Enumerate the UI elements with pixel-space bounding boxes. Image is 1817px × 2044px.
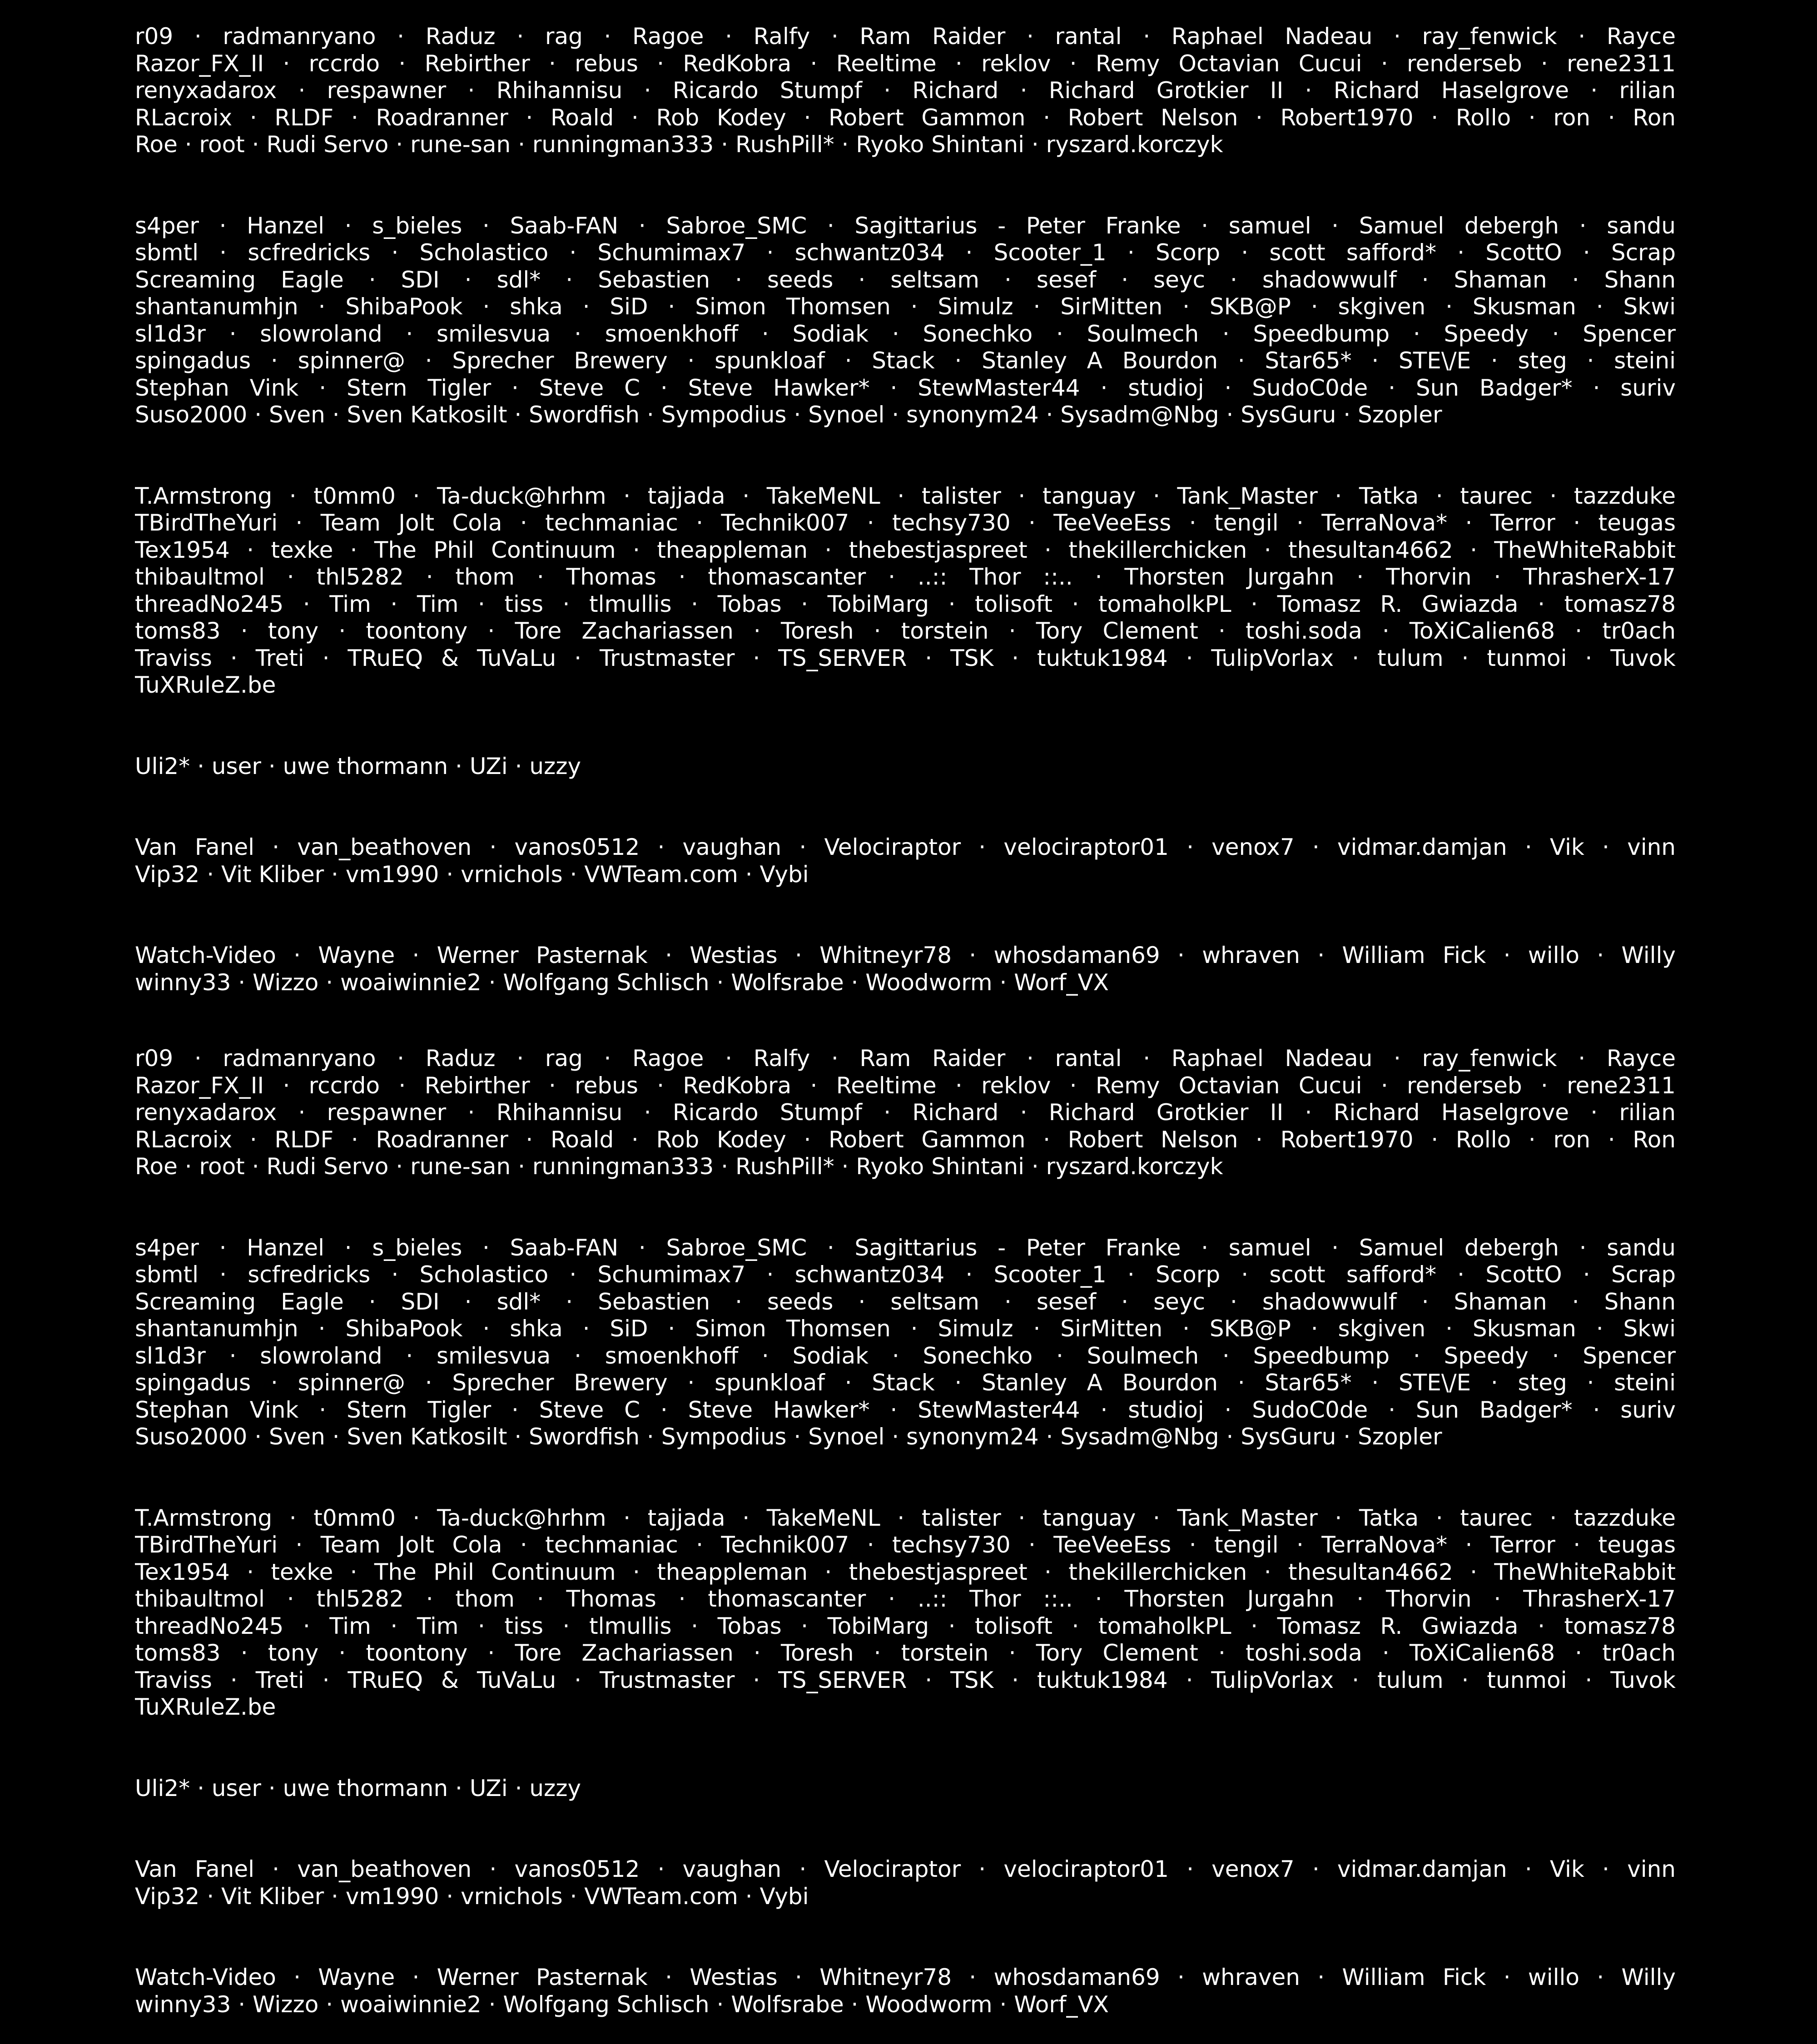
credits-line: threadNo245 · Tim · Tim · tiss · tlmullis · Tobas · TobiMarg · tolisoft · tomaholkPL · Tomasz R. Gwiazda · tomasz78 [135, 590, 1676, 617]
credits-line: RLacroix · RLDF · Roadranner · Roald · Rob Kodey · Robert Gammon · Robert Nelson · Robert1970 · Rollo · ron · Ron [135, 1126, 1676, 1153]
credits-line: Screaming Eagle · SDI · sdl* · Sebastien · seeds · seltsam · sesef · seyc · shadowwulf · Shaman · Shann [135, 1288, 1676, 1315]
credits-line: Suso2000 · Sven · Sven Katkosilt · Swordfish · Sympodius · Synoel · synonym24 · Sysadm@Nbg · SysGuru · Szopler [135, 402, 1442, 428]
credits-group-u [135, 753, 1676, 780]
credits-line: sl1d3r · slowroland · smilesvua · smoenkhoff · Sodiak · Sonechko · Soulmech · Speedbump · Speedy · Spencer [135, 320, 1676, 347]
credits-line: renyxadarox · respawner · Rhihannisu · Ricardo Stumpf · Richard · Richard Grotkier II · Richard Haselgrove · rilian [135, 77, 1676, 104]
credits-line: sbmtl · scfredricks · Scholastico · Schumimax7 · schwantz034 · Scooter_1 · Scorp · scott safford* · ScottO · Scrap [135, 1261, 1676, 1288]
credits-line: Vip32 · Vit Kliber · vm1990 · vrnichols · VWTeam.com · Vybi [135, 861, 809, 888]
credits-line: TuXRuleZ.be [135, 672, 276, 698]
credits-line: thibaultmol · thl5282 · thom · Thomas · thomascanter · ..:: Thor ::.. · Thorsten Jurgahn · Thorvin · ThrasherX-17 [135, 564, 1676, 590]
credits-line: spingadus · spinner@ · Sprecher Brewery · spunkloaf · Stack · Stanley A Bourdon · Star65* · STE\/E · steg · steini [135, 347, 1676, 374]
credits-group-s [135, 213, 1676, 429]
credits-line: Stephan Vink · Stern Tigler · Steve C · Steve Hawker* · StewMaster44 · studioj · SudoC0de · Sun Badger* · suriv [135, 374, 1676, 401]
credits-line: Suso2000 · Sven · Sven Katkosilt · Swordfish · Sympodius · Synoel · synonym24 · Sysadm@Nbg · SysGuru · Szopler [135, 1424, 1442, 1450]
credits-line: toms83 · tony · toontony · Tore Zachariassen · Toresh · torstein · Tory Clement · toshi.soda · ToXiCalien68 · tr0ach [135, 1640, 1676, 1666]
credits-group-s [135, 1235, 1676, 1451]
credits-line: s4per · Hanzel · s_bieles · Saab-FAN · Sabroe_SMC · Sagittarius - Peter Franke · samuel · Samuel debergh · sandu [135, 212, 1676, 239]
credits-group-v [135, 1856, 1676, 1910]
credits-line: Roe · root · Rudi Servo · rune-san · runningman333 · RushPill* · Ryoko Shintani · ryszard.korczyk [135, 131, 1223, 158]
credits-line: Roe · root · Rudi Servo · rune-san · runningman333 · RushPill* · Ryoko Shintani · ryszard.korczyk [135, 1153, 1223, 1180]
credits-group-r [135, 1045, 1676, 1181]
credits-line: shantanumhjn · ShibaPook · shka · SiD · Simon Thomsen · Simulz · SirMitten · SKB@P · skgiven · Skusman · Skwi [135, 293, 1676, 320]
credits-line: threadNo245 · Tim · Tim · tiss · tlmullis · Tobas · TobiMarg · tolisoft · tomaholkPL · Tomasz R. Gwiazda · tomasz78 [135, 1612, 1676, 1639]
credits-line: Van Fanel · van_beathoven · vanos0512 · vaughan · Velociraptor · velociraptor01 · venox7 · vidmar.damjan · Vik · vinn [135, 834, 1676, 860]
credits-scroll-frame-1 [135, 0, 1676, 1022]
credits-line: RLacroix · RLDF · Roadranner · Roald · Rob Kodey · Robert Gammon · Robert Nelson · Robert1970 · Rollo · ron · Ron [135, 104, 1676, 131]
credits-line: Tex1954 · texke · The Phil Continuum · theappleman · thebestjaspreet · thekillerchicken · thesultan4662 · TheWhiteRabbit [135, 1558, 1676, 1585]
credits-line: r09 · radmanryano · Raduz · rag · Ragoe · Ralfy · Ram Raider · rantal · Raphael Nadeau · ray_fenwick · Rayce [135, 1045, 1676, 1072]
credits-line: Uli2* · user · uwe thormann · UZi · uzzy [135, 753, 581, 779]
credits-line: Vip32 · Vit Kliber · vm1990 · vrnichols · VWTeam.com · Vybi [135, 1883, 809, 1910]
credits-line: TBirdTheYuri · Team Jolt Cola · techmaniac · Technik007 · techsy730 · TeeVeeEss · tengil · TerraNova* · Terror · teugas [135, 510, 1676, 536]
credits-line: T.Armstrong · t0mm0 · Ta-duck@hrhm · tajjada · TakeMeNL · talister · tanguay · Tank_Master · Tatka · taurec · tazzduke [135, 1504, 1676, 1531]
credits-line: Watch-Video · Wayne · Werner Pasternak · Westias · Whitneyr78 · whosdaman69 · whraven · William Fick · willo · Willy [135, 1964, 1676, 1990]
credits-group-t [135, 1505, 1676, 1721]
credits-line: Van Fanel · van_beathoven · vanos0512 · vaughan · Velociraptor · velociraptor01 · venox7 · vidmar.damjan · Vik · vinn [135, 1856, 1676, 1882]
credits-line: Uli2* · user · uwe thormann · UZi · uzzy [135, 1775, 581, 1801]
credits-group-t [135, 483, 1676, 699]
credits-group-u [135, 1775, 1676, 1802]
credits-group-r [135, 23, 1676, 159]
credits-line: toms83 · tony · toontony · Tore Zachariassen · Toresh · torstein · Tory Clement · toshi.soda · ToXiCalien68 · tr0ach [135, 618, 1676, 644]
credits-line: thibaultmol · thl5282 · thom · Thomas · thomascanter · ..:: Thor ::.. · Thorsten Jurgahn · Thorvin · ThrasherX-17 [135, 1586, 1676, 1612]
credits-line: shantanumhjn · ShibaPook · shka · SiD · Simon Thomsen · Simulz · SirMitten · SKB@P · skgiven · Skusman · Skwi [135, 1315, 1676, 1342]
credits-line: renyxadarox · respawner · Rhihannisu · Ricardo Stumpf · Richard · Richard Grotkier II · Richard Haselgrove · rilian [135, 1099, 1676, 1126]
credits-group-w [135, 1964, 1676, 2018]
credits-line: Traviss · Treti · TRuEQ & TuVaLu · Trustmaster · TS_SERVER · TSK · tuktuk1984 · TulipVorlax · tulum · tunmoi · Tuvok [135, 645, 1676, 671]
credits-list [135, 1045, 1676, 2044]
credits-line: Razor_FX_II · rccrdo · Rebirther · rebus · RedKobra · Reeltime · reklov · Remy Octavian Cucui · renderseb · rene2311 [135, 50, 1676, 77]
credits-group-w [135, 942, 1676, 996]
credits-list [135, 23, 1676, 1022]
credits-line: sbmtl · scfredricks · Scholastico · Schumimax7 · schwantz034 · Scooter_1 · Scorp · scott safford* · ScottO · Scrap [135, 239, 1676, 266]
credits-line: winny33 · Wizzo · woaiwinnie2 · Wolfgang Schlisch · Wolfsrabe · Woodworm · Worf_VX [135, 1991, 1109, 2018]
credits-line: winny33 · Wizzo · woaiwinnie2 · Wolfgang Schlisch · Wolfsrabe · Woodworm · Worf_VX [135, 969, 1109, 996]
credits-line: r09 · radmanryano · Raduz · rag · Ragoe · Ralfy · Ram Raider · rantal · Raphael Nadeau · ray_fenwick · Rayce [135, 23, 1676, 50]
credits-group-v [135, 834, 1676, 888]
credits-line: TuXRuleZ.be [135, 1694, 276, 1720]
credits-line: Stephan Vink · Stern Tigler · Steve C · Steve Hawker* · StewMaster44 · studioj · SudoC0de · Sun Badger* · suriv [135, 1396, 1676, 1423]
credits-line: Tex1954 · texke · The Phil Continuum · theappleman · thebestjaspreet · thekillerchicken · thesultan4662 · TheWhiteRabbit [135, 536, 1676, 563]
credits-line: s4per · Hanzel · s_bieles · Saab-FAN · Sabroe_SMC · Sagittarius - Peter Franke · samuel · Samuel debergh · sandu [135, 1234, 1676, 1261]
credits-line: Screaming Eagle · SDI · sdl* · Sebastien · seeds · seltsam · sesef · seyc · shadowwulf · Shaman · Shann [135, 266, 1676, 293]
credits-line: sl1d3r · slowroland · smilesvua · smoenkhoff · Sodiak · Sonechko · Soulmech · Speedbump · Speedy · Spencer [135, 1342, 1676, 1369]
credits-line: Traviss · Treti · TRuEQ & TuVaLu · Trustmaster · TS_SERVER · TSK · tuktuk1984 · TulipVorlax · tulum · tunmoi · Tuvok [135, 1667, 1676, 1693]
credits-scroll-frame-2 [135, 1022, 1676, 2044]
credits-line: Watch-Video · Wayne · Werner Pasternak · Westias · Whitneyr78 · whosdaman69 · whraven · William Fick · willo · Willy [135, 942, 1676, 968]
credits-line: T.Armstrong · t0mm0 · Ta-duck@hrhm · tajjada · TakeMeNL · talister · tanguay · Tank_Master · Tatka · taurec · tazzduke [135, 482, 1676, 509]
credits-line: Razor_FX_II · rccrdo · Rebirther · rebus · RedKobra · Reeltime · reklov · Remy Octavian Cucui · renderseb · rene2311 [135, 1072, 1676, 1099]
credits-line: spingadus · spinner@ · Sprecher Brewery · spunkloaf · Stack · Stanley A Bourdon · Star65* · STE\/E · steg · steini [135, 1369, 1676, 1396]
credits-line: TBirdTheYuri · Team Jolt Cola · techmaniac · Technik007 · techsy730 · TeeVeeEss · tengil · TerraNova* · Terror · teugas [135, 1532, 1676, 1558]
